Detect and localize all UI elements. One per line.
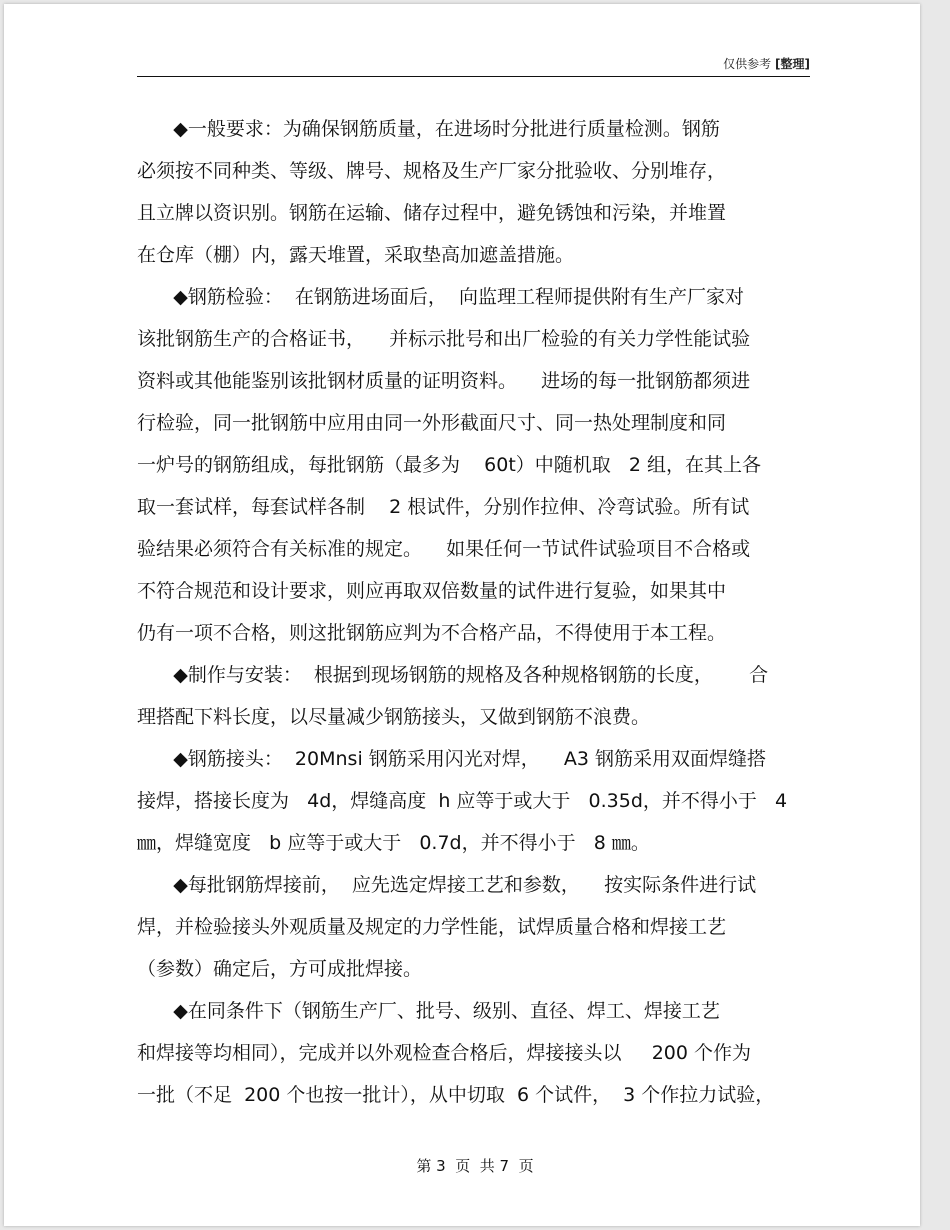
page-header xyxy=(137,55,810,75)
text-line: ◆一般要求：为确保钢筋质量，在进场时分批进行质量检测。钢筋 xyxy=(137,118,720,140)
text-line: ◆制作与安装： 根据到现场钢筋的规格及各种规格钢筋的长度， 合 xyxy=(137,664,769,686)
document-body xyxy=(137,108,827,1116)
text-line: 且立牌以资识别。钢筋在运输、储存过程中，避免锈蚀和污染，并堆置 xyxy=(137,202,727,224)
text-line: 理搭配下料长度，以尽量减少钢筋接头，又做到钢筋不浪费。 xyxy=(137,706,651,728)
text-line: 在仓库（棚）内，露天堆置，采取垫高加遮盖措施。 xyxy=(137,244,575,266)
text-line: （参数）确定后，方可成批焊接。 xyxy=(137,958,423,980)
text-line: ㎜，焊缝宽度 b 应等于或大于 0.7d，并不得小于 8 ㎜。 xyxy=(137,832,650,854)
header-rule xyxy=(137,76,810,77)
text-line: 验结果必须符合有关标准的规定。 如果任何一节试件试验项目不合格或 xyxy=(137,538,751,560)
text-line: 和焊接等均相同），完成并以外观检查合格后，焊接接头以 200 个作为 xyxy=(137,1042,752,1064)
text-line: 行检验，同一批钢筋中应用由同一外形截面尺寸、同一热处理制度和同 xyxy=(137,412,727,434)
text-line: 资料或其他能鉴别该批钢材质量的证明资料。 进场的每一批钢筋都须进 xyxy=(137,370,751,392)
text-line: ◆在同条件下（钢筋生产厂、批号、级别、直径、焊工、焊接工艺 xyxy=(137,1000,720,1022)
text-line: ◆钢筋接头： 20Mnsi 钢筋采用闪光对焊， A3 钢筋采用双面焊缝搭 xyxy=(137,748,767,770)
text-line: 一批（不足 200 个也按一批计），从中切取 6 个试件， 3 个作拉力试验， xyxy=(137,1084,775,1106)
header-tag: [整理] xyxy=(775,57,810,71)
text-line: 一炉号的钢筋组成，每批钢筋（最多为 60t）中随机取 2 组，在其上各 xyxy=(137,454,762,476)
page-footer: 第 3 页 共 7 页 xyxy=(416,1157,534,1175)
text-line: 取一套试样，每套试样各制 2 根试件，分别作拉伸、冷弯试验。所有试 xyxy=(137,496,750,518)
header-text: 仅供参考 xyxy=(723,57,772,71)
text-line: ◆每批钢筋焊接前， 应先选定焊接工艺和参数， 按实际条件进行试 xyxy=(137,874,757,896)
text-line: 接焊，搭接长度为 4d，焊缝高度 h 应等于或大于 0.35d，并不得小于 4 xyxy=(137,790,788,812)
text-line: 不符合规范和设计要求，则应再取双倍数量的试件进行复验，如果其中 xyxy=(137,580,727,602)
text-line: 必须按不同种类、等级、牌号、规格及生产厂家分批验收、分别堆存， xyxy=(137,160,727,182)
text-line: 焊，并检验接头外观质量及规定的力学性能，试焊质量合格和焊接工艺 xyxy=(137,916,727,938)
text-line: 仍有一项不合格，则这批钢筋应判为不合格产品，不得使用于本工程。 xyxy=(137,622,727,644)
text-line: ◆钢筋检验： 在钢筋进场面后， 向监理工程师提供附有生产厂家对 xyxy=(137,286,745,308)
text-line: 该批钢筋生产的合格证书， 并标示批号和出厂检验的有关力学性能试验 xyxy=(137,328,751,350)
